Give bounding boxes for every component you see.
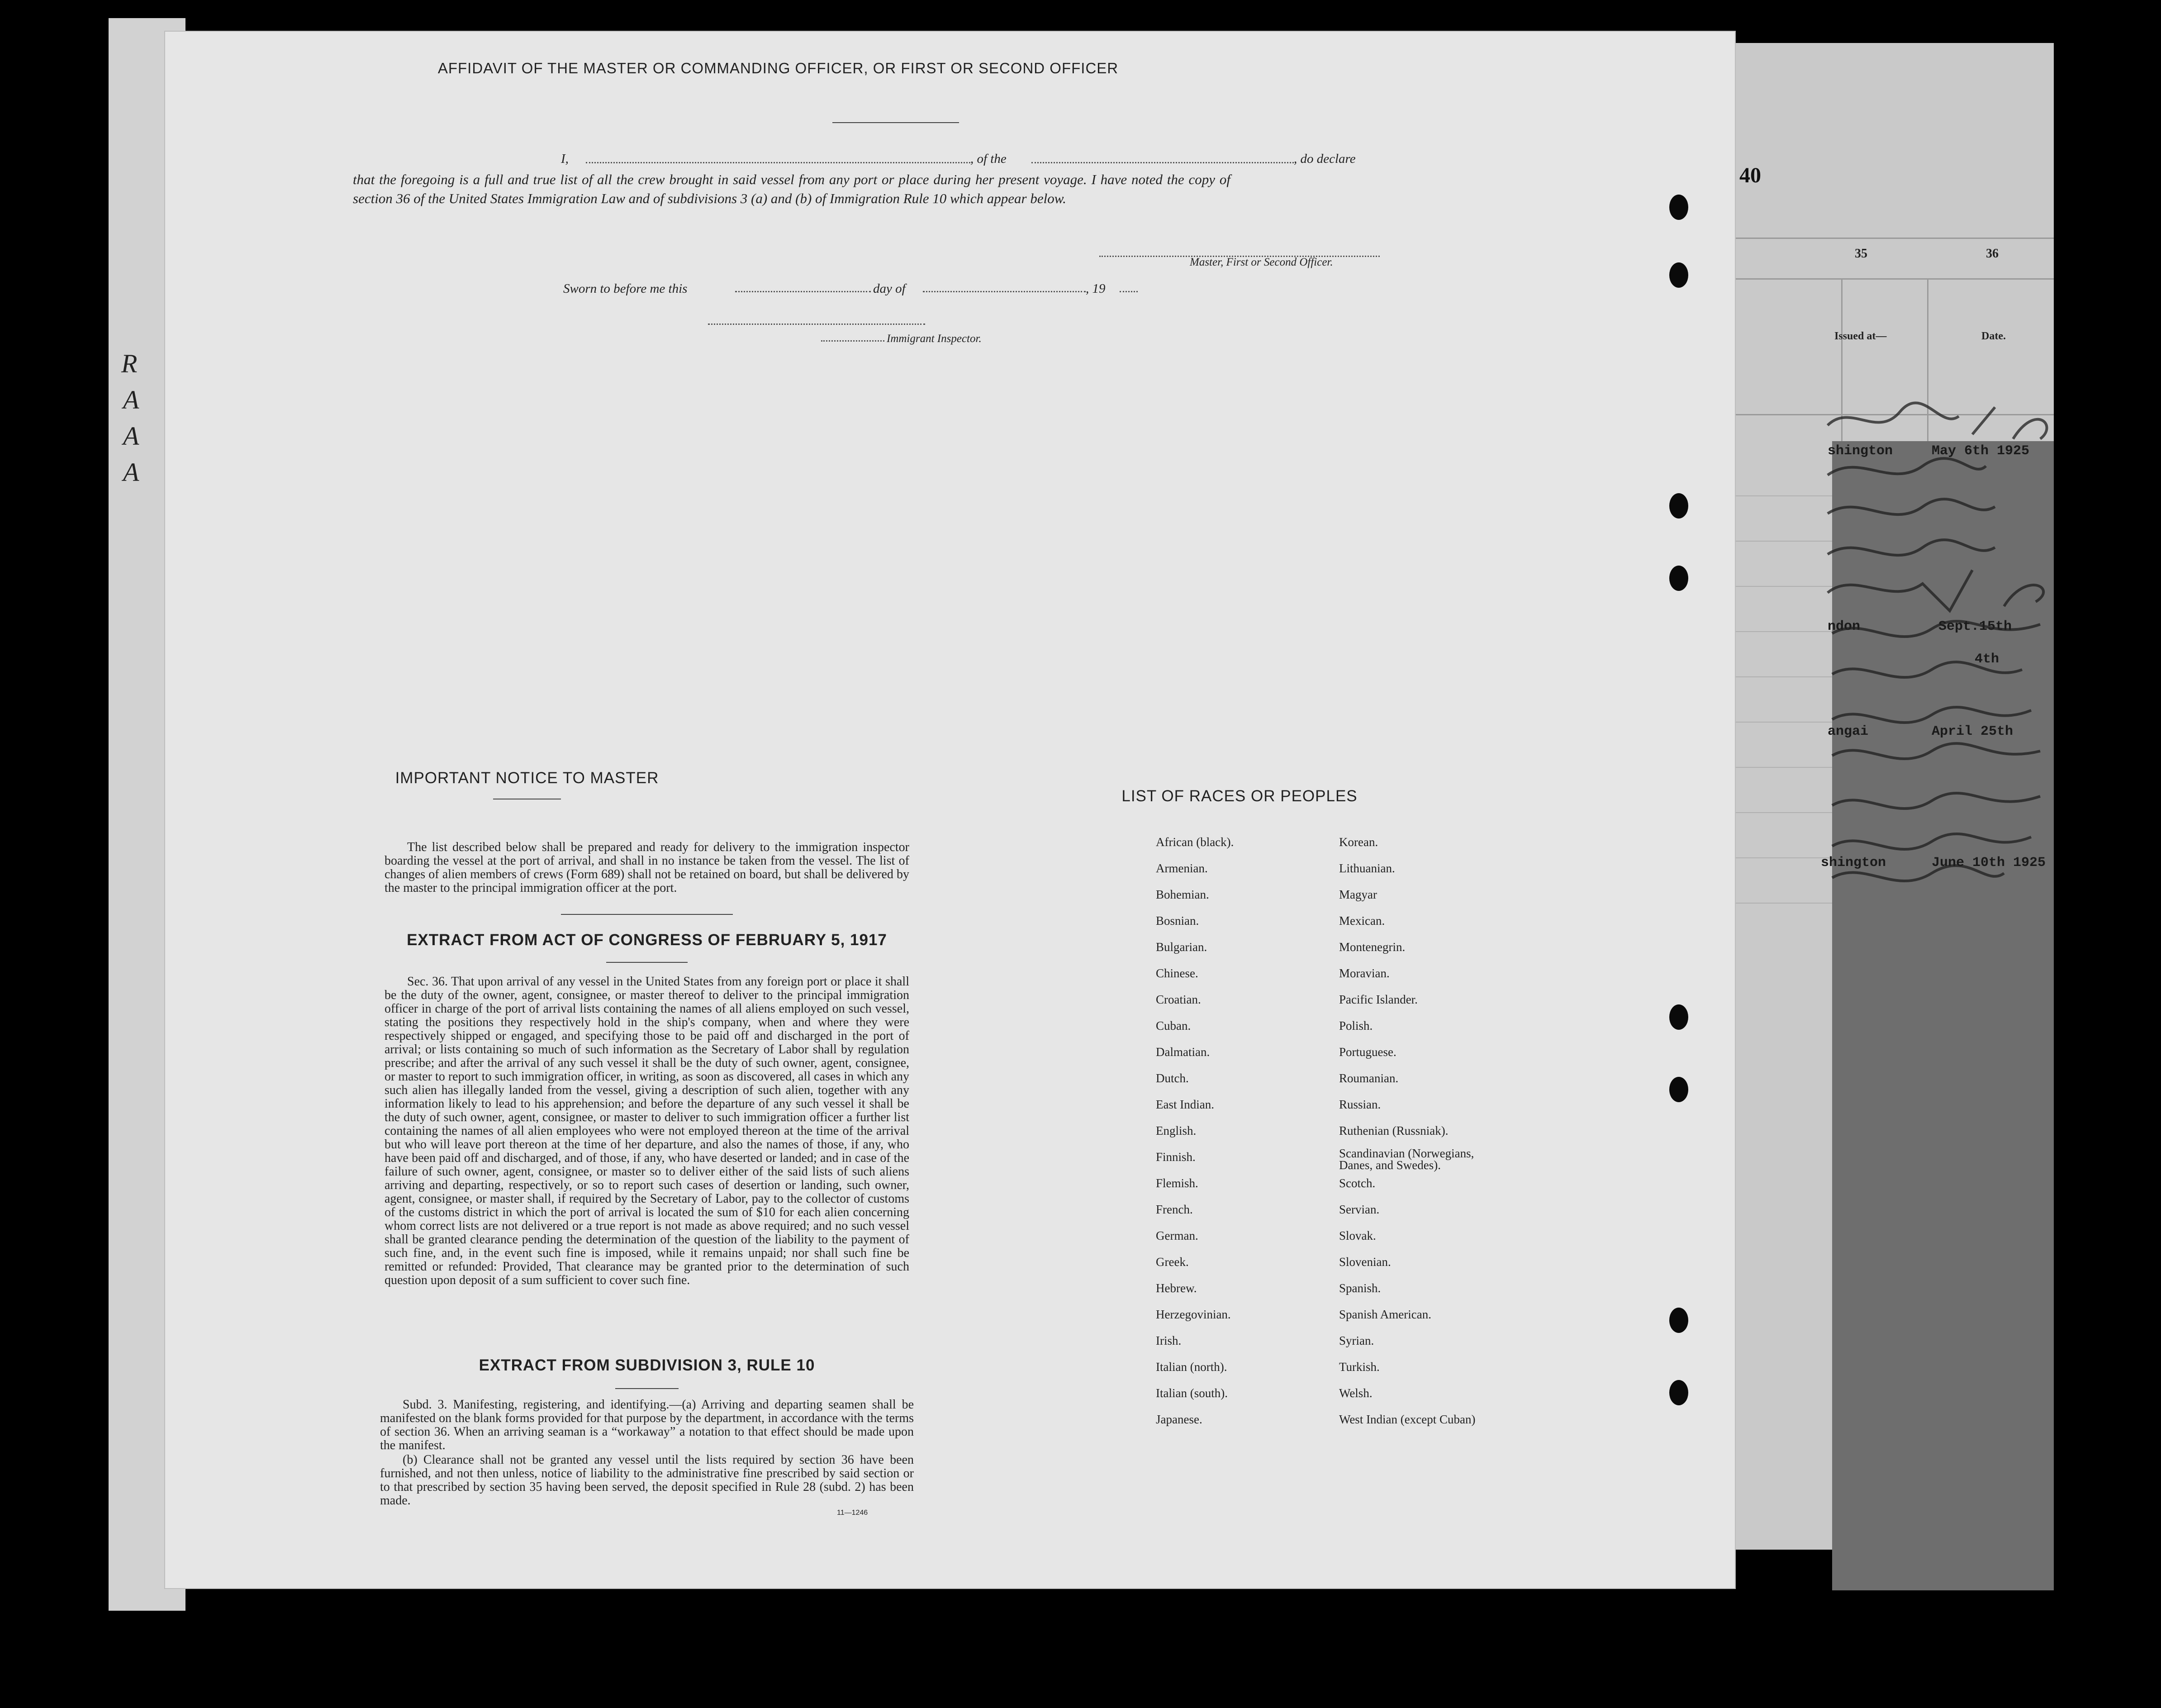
notice-title: IMPORTANT NOTICE TO MASTER [395, 769, 659, 787]
race-item: Syrian. [1339, 1334, 1374, 1347]
race-item: Bosnian. [1156, 914, 1199, 928]
issued-entry: ndon [1828, 619, 1861, 634]
date-entry: April 25th [1932, 724, 2014, 739]
rule-title: EXTRACT FROM SUBDIVISION 3, RULE 10 [479, 1356, 815, 1374]
race-item: Russian. [1339, 1098, 1381, 1111]
punch-hole [1669, 1308, 1688, 1333]
day-blank[interactable] [735, 291, 871, 292]
race-item: Italian (north). [1156, 1360, 1227, 1374]
race-item: Turkish. [1339, 1360, 1380, 1374]
punch-hole [1669, 1380, 1688, 1405]
title-divider [832, 122, 959, 123]
date-entry: May 6th 1925 [1932, 443, 2030, 459]
punch-hole [1669, 1077, 1688, 1102]
races-title: LIST OF RACES OR PEOPLES [1121, 787, 1358, 805]
race-item: Irish. [1156, 1334, 1182, 1347]
race-item: Spanish American. [1339, 1308, 1431, 1321]
left-margin-handwriting: A [123, 457, 139, 487]
punch-hole [1669, 262, 1688, 288]
affidavit-of-the: , of the [970, 152, 1007, 166]
signature-label: Master, First or Second Officer. [1190, 256, 1333, 268]
issued-entry: shington [1821, 855, 1886, 871]
month-blank[interactable] [923, 291, 1086, 292]
race-item: Servian. [1339, 1203, 1380, 1216]
race-item: Scotch. [1339, 1176, 1376, 1190]
race-item: Korean. [1339, 835, 1378, 849]
race-item: Italian (south). [1156, 1386, 1228, 1400]
left-margin-handwriting: A [123, 421, 139, 451]
race-item: Flemish. [1156, 1176, 1198, 1190]
left-margin-handwriting: R [121, 349, 138, 378]
date-entry: 4th [1975, 652, 2000, 667]
race-item: Croatian. [1156, 993, 1201, 1006]
race-item: Dalmatian. [1156, 1045, 1210, 1059]
race-item: German. [1156, 1229, 1198, 1242]
race-item: Chinese. [1156, 966, 1198, 980]
left-margin-handwriting: A [123, 385, 139, 414]
rule-para-b: (b) Clearance shall not be granted any vessel until the lists required by section 36 have been furnished, and not then unless, notice of liability to the administrative fine prescribed by said section or to that prescribed by section 35 having been served, the deposit specified in Rule 28 (subd. 2) has been made. [380, 1453, 914, 1508]
name-blank[interactable] [586, 162, 970, 163]
punch-hole [1669, 195, 1688, 220]
race-item: Japanese. [1156, 1413, 1202, 1426]
race-item: Ruthenian (Russniak). [1339, 1124, 1449, 1137]
race-item: West Indian (except Cuban) [1339, 1413, 1476, 1426]
column-35-header: 35 [1855, 247, 1867, 261]
race-item: Spanish. [1339, 1281, 1381, 1295]
handwriting-scrawl [1823, 398, 2076, 896]
date-header: Date. [1981, 330, 2006, 342]
punch-hole [1669, 1004, 1688, 1030]
race-item: Slovenian. [1339, 1255, 1391, 1269]
column-36-header: 36 [1986, 247, 1999, 261]
race-item: East Indian. [1156, 1098, 1214, 1111]
race-item: Finnish. [1156, 1150, 1196, 1164]
inspector-label: Immigrant Inspector. [887, 333, 982, 345]
race-item: French. [1156, 1203, 1193, 1216]
races-column-1 [1156, 829, 1319, 1432]
affidavit-i: I, [561, 152, 569, 166]
race-item: Cuban. [1156, 1019, 1191, 1032]
act-divider [606, 962, 688, 963]
race-item: Welsh. [1339, 1386, 1373, 1400]
section-divider [561, 914, 733, 915]
races-column-2 [1339, 829, 1502, 1432]
page-number: 40 [1739, 163, 1761, 187]
race-item: Magyar [1339, 888, 1377, 901]
race-item: Slovak. [1339, 1229, 1376, 1242]
race-item: Moravian. [1339, 966, 1390, 980]
act-text: Sec. 36. That upon arrival of any vessel in the United States from any foreign port or place it shall be the duty of the owner, agent, consignee, or master thereof to deliver to the principal immigration officer in charge of the port of arrival lists containing the names of all aliens employed on such vessel, stating the positions they respectively hold in the ship's company, when and where they were respectively shipped or engaged, and specifying those to be paid off and discharged in the port of arrival; or lists containing so much of such information as the Secretary of Labor shall by regulation prescribe; and after the arrival of any such vessel it shall be the duty of such owner, agent, consignee, or master to report to such immigration officer, in writing, as soon as discovered, all cases in which any such alien has illegally landed from the vessel, giving a description of such alien, together with any information likely to lead to his apprehension; and before the departure of any such vessel it shall be the duty of such owner, agent, consignee, or master to deliver to such immigration officer a further list containing the names of all alien employees who were not employed thereon at the time of the arrival but who will leave port thereon at the time of her departure, and also the names of those, if any, who have been paid off and discharged, and of those, if any, who have deserted or landed; and in case of the failure of such owner, agent, consignee, or master so to deliver either of the said lists of such aliens arriving and departing, respectively, or so to report such cases of desertion or landing, such owner, agent, consignee, or master shall, if required by the Secretary of Labor, pay to the collector of customs of the customs district in which the port of arrival is located the sum of $10 for each alien concerning whom correct lists are not delivered or a true report is not made as above required; and no such vessel shall be granted clearance pending the determination of the question of the liability to the payment of such fine, and, in the event such fine is imposed, while it remains unpaid; nor shall such fine be remitted or refunded: Provided, That clearance may be granted prior to the determination of such question upon deposit of a sum sufficient to cover such fine. [385, 975, 909, 1287]
punch-hole [1669, 493, 1688, 519]
form-number: 11—1246 [837, 1509, 868, 1517]
race-item: Bulgarian. [1156, 940, 1207, 954]
affidavit-title: AFFIDAVIT OF THE MASTER OR COMMANDING OFFICER, OR FIRST OR SECOND OFFICER [437, 60, 1119, 76]
sworn-day: day of [873, 281, 906, 296]
notice-text: The list described below shall be prepared and ready for delivery to the immigration inspector boarding the vessel at the port of arrival, and shall in no instance be taken from the vessel. The list of changes of alien members of crews (Form 689) shall not be retained on board, but shall be delivered by the master to the principal immigration officer at the port. [385, 840, 909, 895]
issued-entry: shington [1828, 443, 1893, 459]
inspector-signature-line-2[interactable] [821, 340, 884, 342]
race-item: English. [1156, 1124, 1197, 1137]
race-item: Greek. [1156, 1255, 1189, 1269]
rule-divider [615, 1388, 679, 1389]
sworn-prefix: Sworn to before me this [563, 281, 688, 296]
race-item: Herzegovinian. [1156, 1308, 1231, 1321]
punch-hole [1669, 566, 1688, 591]
race-item: Pacific Islander. [1339, 993, 1418, 1006]
affidavit-statement: that the foregoing is a full and true list of all the crew brought in said vessel from any port or place during her present voyage. I have noted the copy of section 36 of the United States Immigration Law and of subdivisions 3 (a) and (b) of Immigration Rule 10 which appear below. [353, 171, 1230, 206]
date-entry: June 10th 1925 [1932, 855, 2046, 871]
race-item: Bohemian. [1156, 888, 1209, 901]
race-item: Polish. [1339, 1019, 1373, 1032]
race-item: Lithuanian. [1339, 861, 1395, 875]
race-item: Armenian. [1156, 861, 1208, 875]
date-entry: Sept.15th [1938, 619, 2012, 634]
race-item: Scandinavian (Norwegians, Danes, and Swedes). [1339, 1147, 1474, 1172]
race-item: Portuguese. [1339, 1045, 1396, 1059]
sworn-year: , 19 [1086, 281, 1106, 296]
issued-entry: angai [1828, 724, 1869, 739]
race-item: Hebrew. [1156, 1281, 1197, 1295]
race-item: African (black). [1156, 835, 1234, 849]
race-item: Mexican. [1339, 914, 1385, 928]
race-item: Dutch. [1156, 1071, 1189, 1085]
rule-para-a: Subd. 3. Manifesting, registering, and identifying.—(a) Arriving and departing seamen shall be manifested on the blank forms provided for that purpose by the department, in accordance with the terms of section 36. When an arriving seaman is a “workaway” a notation to that effect should be made upon the manifest. [380, 1398, 914, 1452]
issued-at-header: Issued at— [1834, 330, 1887, 342]
race-item: Roumanian. [1339, 1071, 1399, 1085]
race-item: Montenegrin. [1339, 940, 1406, 954]
inspector-signature-line[interactable] [708, 324, 925, 325]
year-blank[interactable] [1120, 291, 1138, 292]
act-title: EXTRACT FROM ACT OF CONGRESS OF FEBRUARY 5, 1917 [407, 931, 887, 949]
affidavit-declare: , do declare [1294, 152, 1356, 166]
vessel-blank[interactable] [1031, 162, 1294, 163]
